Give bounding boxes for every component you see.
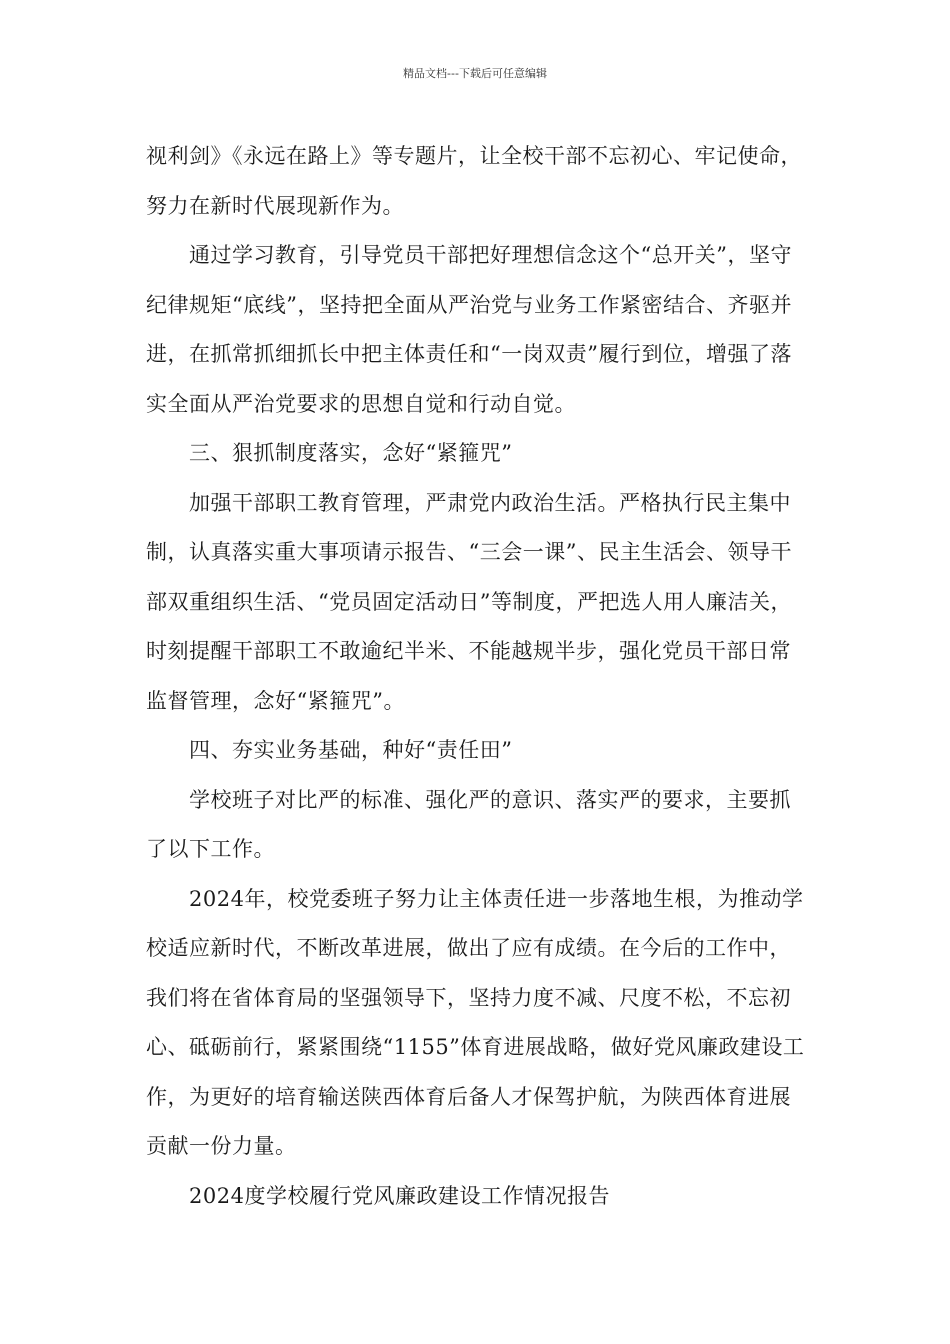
document-body xyxy=(146,132,810,1221)
section-heading-three: 三、狠抓制度落实，念好“紧箍咒” xyxy=(189,441,513,465)
paragraph-study-education: 通过学习教育，引导党员干部把好理想信念这个“总开关”，坚守纪律规矩“底线”，坚持把全面从严治党与业务工作紧密结合、齐驱并进，在抓常抓细抓长中把主体责任和“一岗双责”履行到位，增强了落实全面从严治党要求的思想自觉和行动自觉。 xyxy=(146,243,792,416)
section-heading-four: 四、夯实业务基础，种好“责任田” xyxy=(189,738,513,762)
paragraph-team-standards: 学校班子对比严的标准、强化严的意识、落实严的要求，主要抓了以下工作。 xyxy=(146,787,791,861)
report-title: 2024度学校履行党风廉政建设工作情况报告 xyxy=(189,1183,610,1208)
paragraph-continuation: 视利剑》《永远在路上》等专题片，让全校干部不忘初心、牢记使命，努力在新时代展现新作为。 xyxy=(146,144,802,218)
paragraph-management: 加强干部职工教育管理，严肃党内政治生活。严格执行民主集中制，认真落实重大事项请示报告、“三会一课”、民主生活会、领导干部双重组织生活、“党员固定活动日”等制度，严把选人用人廉洁关，时刻提醒干部职工不敢逾纪半米、不能越规半步，强化党员干部日常监督管理，念好“紧箍咒”。 xyxy=(146,490,792,713)
paragraph-summary-2024: 2024年，校党委班子努力让主体责任进一步落地生根，为推动学校适应新时代，不断改革进展，做出了应有成绩。在今后的工作中，我们将在省体育局的坚强领导下，坚持力度不减、尺度不松，不忘初心、砥砺前行，紧紧围绕“1155”体育进展战略，做好党风廉政建设工作，为更好的培育输送陕西体育后备人才保驾护航，为陕西体育进展贡献一份力量。 xyxy=(146,886,805,1158)
page-header: 精品文档---下载后可任意编辑 xyxy=(403,67,547,80)
